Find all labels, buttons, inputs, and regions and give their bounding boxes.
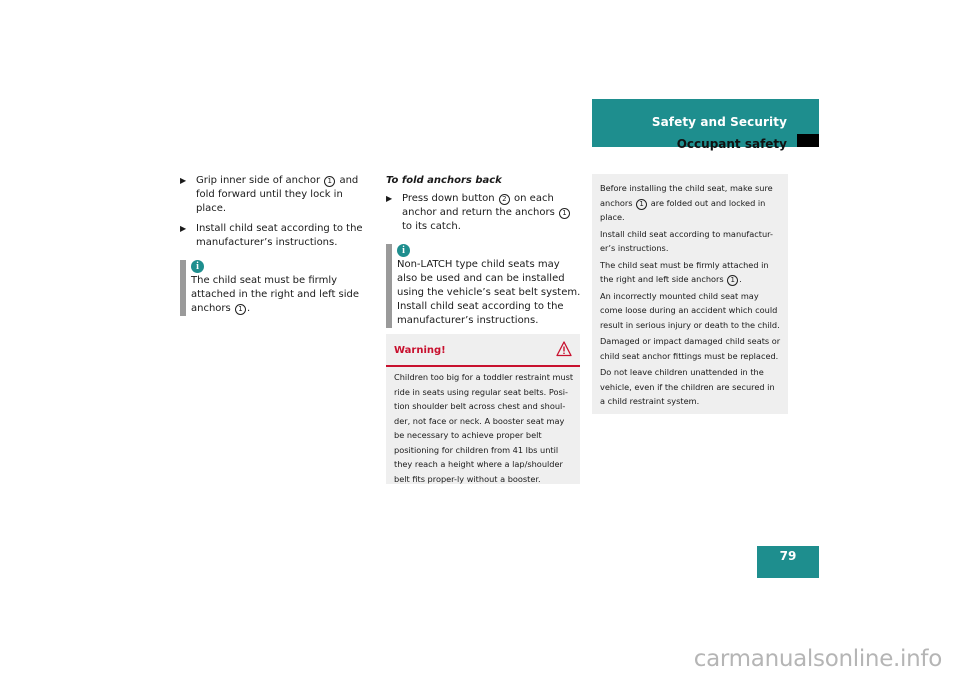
triangle-right-icon: ▶: [180, 224, 187, 233]
info-paragraph: Install child seat according to manufactur-er’s instructions.: [600, 228, 773, 253]
callout-badge: 1: [324, 176, 335, 187]
note-bar: [180, 260, 186, 316]
info-paragraph: An incorrectly mounted child seat may come loose during an accident which could result in serious injury or death to the child.: [600, 290, 780, 330]
info-icon: i: [397, 244, 410, 257]
callout-badge: 1: [235, 304, 246, 315]
callout-badge: 1: [727, 275, 738, 286]
watermark: carmanualsonline.info: [693, 646, 942, 672]
instruction-item: ▶ Press down button 2 on each anchor and return the anchors 1 to its catch.: [386, 192, 582, 234]
info-note: i Non-LATCH type child seats may also be used and can be installed using the vehicle’s seat belt system. Install child seat according to the manufacturer’s instructions.: [386, 244, 582, 328]
info-paragraph: The child seat must be firmly attached in the right and left side anchors 1 .: [600, 259, 769, 284]
callout-badge: 1: [636, 199, 647, 210]
info-icon: i: [191, 260, 204, 273]
column-middle: [386, 174, 582, 328]
page-number: 79: [779, 549, 797, 563]
instruction-item: ▶ Install child seat according to the manufacturer’s instructions.: [180, 223, 363, 248]
warning-text: Children too big for a toddler restraint must ride in seats using regular seat belts. Posi-tion shoulder belt across chest and shoul-der, not face or neck. A booster seat may be necessary to achieve proper belt positioning for children from 41 lbs until they reach a height where a lap/shoulder belt fits proper-ly without a booster.: [394, 372, 574, 484]
safety-info-box: [592, 174, 788, 414]
subsection-title: Occupant safety: [676, 137, 787, 151]
column-left: [180, 174, 376, 316]
warning-rule: [386, 365, 580, 367]
warning-title: Warning!: [394, 345, 446, 356]
callout-badge: 1: [559, 208, 570, 219]
info-note: i The child seat must be firmly attached in the right and left side anchors 1 .: [180, 260, 376, 316]
instruction-item: ▶ Grip inner side of anchor 1 and fold forward until they lock in place.: [180, 175, 359, 214]
warning-triangle-icon: [556, 341, 572, 357]
section-title: Safety and Security: [651, 115, 787, 129]
callout-badge: 2: [499, 194, 510, 205]
warning-box: [386, 334, 580, 484]
info-paragraph: Damaged or impact damaged child seats or child seat anchor fittings must be replaced.: [600, 336, 781, 361]
info-paragraph: Do not leave children unattended in the vehicle, even if the children are secured in a child restraint system.: [600, 367, 775, 406]
header-marker: [797, 134, 819, 147]
subheading: To fold anchors back: [386, 175, 502, 186]
info-paragraph: Before installing the child seat, make sure anchors 1 are folded out and locked in place.: [600, 183, 773, 222]
triangle-right-icon: ▶: [386, 194, 393, 203]
note-bar: [386, 244, 392, 328]
triangle-right-icon: ▶: [180, 176, 187, 185]
